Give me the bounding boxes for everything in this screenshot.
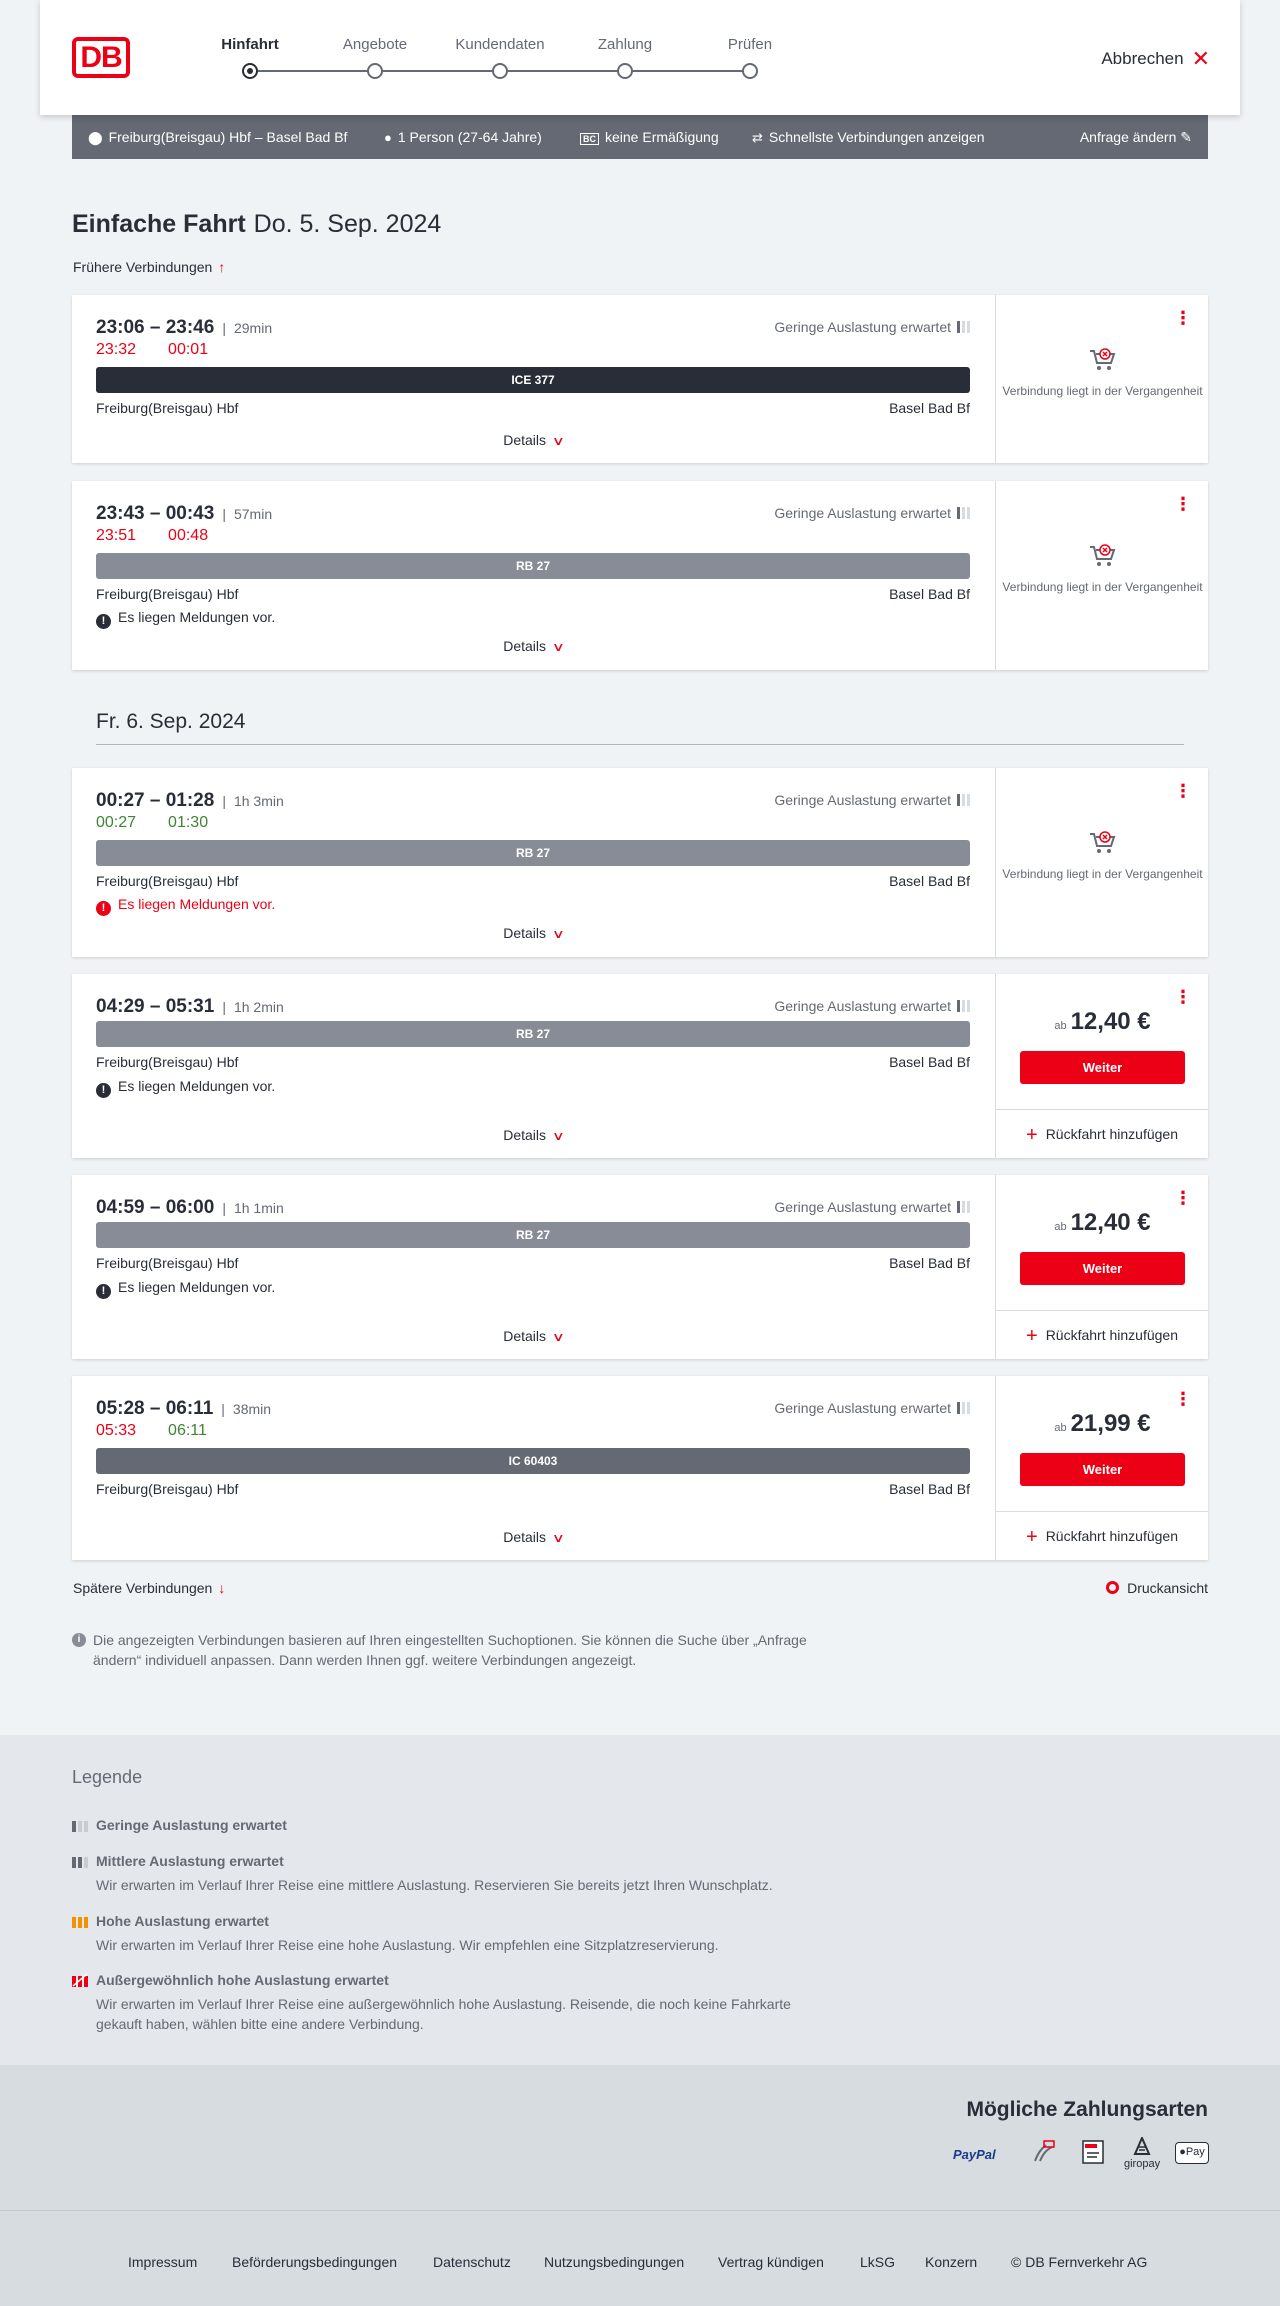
- edit-query-label: Anfrage ändern: [1079, 129, 1177, 145]
- times-text: 23:06 – 23:46: [96, 317, 215, 338]
- legend-section: [0, 1735, 1280, 2065]
- realtime-arrival: 00:01: [168, 341, 209, 358]
- price-prefix: ab: [1054, 1020, 1067, 1032]
- legend-item-title: Außergewöhnlich hohe Auslastung erwartet: [96, 1972, 389, 1988]
- details-label: Details: [503, 1127, 546, 1143]
- cart-unavailable-icon: [1088, 543, 1118, 569]
- step-label-zahlung: Zahlung: [597, 36, 653, 53]
- details-label: Details: [503, 1529, 546, 1545]
- price: [996, 1209, 1209, 1237]
- price-prefix: ab: [1054, 1221, 1067, 1233]
- continue-button[interactable]: Weiter: [1020, 1051, 1185, 1084]
- day-separator: Fr. 6. Sep. 2024: [96, 710, 1184, 745]
- departure-station: Freiburg(Breisgau) Hbf: [96, 586, 239, 602]
- edit-query-button[interactable]: [1080, 129, 1192, 146]
- occupancy-info: [774, 1400, 970, 1416]
- plus-icon: +: [1026, 1124, 1038, 1146]
- details-toggle[interactable]: [96, 1328, 970, 1344]
- more-options-icon[interactable]: ⋮: [1174, 1389, 1192, 1409]
- close-icon: ✕: [1191, 46, 1210, 71]
- footer-link-nutzungsbedingungen[interactable]: Nutzungsbedingungen: [544, 2254, 685, 2270]
- footer-link-konzern[interactable]: Konzern: [925, 2254, 978, 2270]
- past-label: Verbindung liegt in der Vergangenheit: [1002, 580, 1203, 594]
- giropay-icon: [1131, 2137, 1153, 2155]
- chevron-down-icon: ∨: [551, 1129, 565, 1143]
- occupancy-low-icon: [957, 1201, 970, 1213]
- apple-pay-label: Pay: [1185, 2146, 1205, 2158]
- chevron-down-icon: ∨: [551, 640, 565, 654]
- arrow-up-icon: ↑: [218, 259, 226, 275]
- legend-item: [72, 1853, 832, 1895]
- query-fastest-text: Schnellste Verbindungen anzeigen: [768, 129, 985, 145]
- print-label: Druckansicht: [1127, 1580, 1208, 1596]
- occupancy-label: Geringe Auslastung erwartet: [774, 319, 951, 335]
- legend-item: [72, 1817, 832, 1833]
- add-return-trip-button[interactable]: [996, 1310, 1208, 1359]
- alert-icon: !: [96, 1284, 111, 1299]
- occupancy-label: Geringe Auslastung erwartet: [774, 998, 951, 1014]
- query-summary-bar[interactable]: [72, 115, 1208, 159]
- occupancy-info: [774, 998, 970, 1014]
- alert-icon: !: [96, 614, 111, 629]
- price: [996, 1008, 1209, 1036]
- earlier-connections-link[interactable]: [73, 259, 225, 275]
- realtime-times: [96, 341, 240, 359]
- apple-logo-icon: ●: [1179, 2146, 1186, 2158]
- footer-link-lksg[interactable]: LkSG: [860, 2254, 896, 2270]
- step-label-hinfahrt: Hinfahrt: [221, 36, 279, 53]
- times-text: 23:43 – 00:43: [96, 503, 215, 524]
- train-bar[interactable]: RB 27: [96, 1222, 970, 1248]
- info-icon: i: [72, 1633, 86, 1647]
- departure-station: Freiburg(Breisgau) Hbf: [96, 1054, 239, 1070]
- realtime-times: [96, 1422, 239, 1440]
- bahncard-icon: BC: [580, 133, 599, 145]
- page-title: [72, 210, 441, 239]
- more-options-icon[interactable]: ⋮: [1174, 494, 1192, 514]
- paypal-icon: PayPal: [953, 2147, 996, 2162]
- past-connection-info: [996, 543, 1209, 595]
- cart-unavailable-icon: [1088, 347, 1118, 373]
- train-bar[interactable]: ICE 377: [96, 367, 970, 393]
- trip-date: Do. 5. Sep. 2024: [253, 210, 442, 238]
- step-label-angebote: Angebote: [342, 36, 408, 53]
- disruption-message[interactable]: [96, 1078, 275, 1098]
- query-discount-text: keine Ermäßigung: [605, 129, 719, 145]
- plus-icon: +: [1026, 1526, 1038, 1548]
- duration: | 29min: [222, 320, 272, 336]
- query-route: [88, 129, 347, 146]
- message-text: Es liegen Meldungen vor.: [118, 609, 276, 625]
- legend-item-description: Wir erwarten im Verlauf Ihrer Reise eine hohe Auslastung. Wir empfehlen eine Sitzplatzreservierung.: [96, 1937, 719, 1953]
- arrival-station: Basel Bad Bf: [889, 1255, 970, 1271]
- realtime-departure: 05:33: [96, 1422, 137, 1439]
- train-bar[interactable]: RB 27: [96, 553, 970, 579]
- occupancy-info: [774, 1199, 970, 1215]
- legend-item: [72, 1972, 832, 2034]
- realtime-departure: 23:51: [96, 527, 137, 544]
- return-label: Rückfahrt hinzufügen: [1045, 1126, 1178, 1142]
- continue-button[interactable]: Weiter: [1020, 1453, 1185, 1486]
- query-passengers: [384, 129, 542, 145]
- add-return-trip-button[interactable]: [996, 1511, 1208, 1560]
- details-label: Details: [503, 925, 546, 941]
- apple-pay-icon: [1175, 2142, 1209, 2164]
- arrival-station: Basel Bad Bf: [889, 586, 970, 602]
- legend-item-description: Wir erwarten im Verlauf Ihrer Reise eine außergewöhnlich hohe Auslastung. Reisende, die noch keine Fahrkarte gekauft haben, wählen bitte eine andere Verbindung.: [96, 1996, 791, 2032]
- cart-unavailable-icon: [1088, 830, 1118, 856]
- step-dot-kundendaten: [492, 63, 508, 79]
- duration: | 1h 3min: [222, 793, 283, 809]
- price: [996, 1410, 1209, 1438]
- disruption-message[interactable]: [96, 1279, 275, 1299]
- connection-times: [96, 317, 272, 339]
- return-label: Rückfahrt hinzufügen: [1045, 1528, 1178, 1544]
- occupancy-info: [774, 319, 970, 335]
- train-bar[interactable]: RB 27: [96, 840, 970, 866]
- connection-card: [72, 974, 1208, 1158]
- arrow-down-icon: ↓: [218, 1580, 226, 1596]
- later-label: Spätere Verbindungen: [73, 1580, 213, 1596]
- swap-icon: ⇄: [752, 130, 763, 145]
- pencil-icon: ✎: [1180, 129, 1192, 145]
- arrival-station: Basel Bad Bf: [889, 400, 970, 416]
- connection-card: [72, 1175, 1208, 1359]
- giropay-item: [1124, 2137, 1160, 2170]
- giropay-label: giropay: [1124, 2158, 1161, 2170]
- departure-station: Freiburg(Breisgau) Hbf: [96, 873, 239, 889]
- past-connection-info: [996, 830, 1209, 882]
- departure-station: Freiburg(Breisgau) Hbf: [96, 1481, 239, 1497]
- step-dot-pruefen: [742, 63, 758, 79]
- payment-title: Mögliche Zahlungsarten: [966, 2098, 1208, 2121]
- person-icon: ●: [384, 130, 392, 145]
- realtime-times: [96, 814, 240, 832]
- realtime-times: [96, 527, 240, 545]
- footer-link-befoerderungsbedingungen[interactable]: Beförderungsbedingungen: [232, 2254, 398, 2270]
- chevron-down-icon: ∨: [551, 434, 565, 448]
- search-info-note: [72, 1630, 852, 1670]
- footer-link-vertrag-kuendigen[interactable]: Vertrag kündigen: [718, 2254, 824, 2270]
- message-text: Es liegen Meldungen vor.: [118, 1078, 276, 1094]
- departure-station: Freiburg(Breisgau) Hbf: [96, 400, 239, 416]
- alert-icon: !: [96, 1083, 111, 1098]
- occupancy-label: Geringe Auslastung erwartet: [774, 792, 951, 808]
- location-pin-icon: ⬤: [88, 130, 103, 145]
- times-text: 00:27 – 01:28: [96, 790, 215, 811]
- legend-title: Legende: [72, 1767, 143, 1787]
- sepa-invoice-icon: [1081, 2139, 1107, 2165]
- occupancy-low-icon: [957, 1402, 970, 1414]
- details-label: Details: [503, 1328, 546, 1344]
- occupancy-very-high-icon: [72, 1973, 88, 1987]
- footer-copyright: © DB Fernverkehr AG: [1011, 2254, 1148, 2270]
- step-label-kundendaten: Kundendaten: [455, 36, 545, 53]
- price-value: 12,40 €: [1070, 1209, 1151, 1236]
- db-logo[interactable]: DB: [72, 37, 130, 78]
- past-label: Verbindung liegt in der Vergangenheit: [1002, 384, 1203, 398]
- disruption-message[interactable]: [96, 896, 275, 916]
- step-label-pruefen: Prüfen: [727, 36, 773, 53]
- realtime-departure: 23:32: [96, 341, 137, 358]
- details-label: Details: [503, 432, 546, 448]
- duration: | 38min: [221, 1401, 271, 1417]
- query-discount: [580, 129, 719, 145]
- more-options-icon[interactable]: ⋮: [1174, 308, 1192, 328]
- occupancy-low-icon: [957, 1000, 970, 1012]
- connection-times: [96, 1398, 271, 1420]
- train-bar[interactable]: IC 60403: [96, 1448, 970, 1474]
- realtime-departure: 00:27: [96, 814, 137, 831]
- arrival-station: Basel Bad Bf: [889, 1481, 970, 1497]
- details-toggle[interactable]: [96, 638, 970, 654]
- legend-item: [72, 1913, 832, 1955]
- connection-times: [96, 996, 284, 1018]
- footer: [0, 2210, 1280, 2306]
- step-dot-zahlung: [617, 63, 633, 79]
- occupancy-low-icon: [72, 1818, 88, 1832]
- details-toggle[interactable]: [96, 432, 970, 448]
- realtime-arrival: 01:30: [168, 814, 209, 831]
- later-connections-link[interactable]: [73, 1580, 225, 1596]
- legend-item-title: Mittlere Auslastung erwartet: [96, 1853, 284, 1869]
- details-toggle[interactable]: [96, 1529, 970, 1545]
- occupancy-low-icon: [957, 321, 970, 333]
- past-label: Verbindung liegt in der Vergangenheit: [1002, 867, 1203, 881]
- departure-station: Freiburg(Breisgau) Hbf: [96, 1255, 239, 1271]
- times-text: 04:59 – 06:00: [96, 1197, 215, 1218]
- connection-times: [96, 503, 272, 525]
- alert-icon: !: [96, 901, 111, 916]
- legend-item-description: Wir erwarten im Verlauf Ihrer Reise eine mittlere Auslastung. Reservieren Sie bereits jetzt Ihren Wunschplatz.: [96, 1877, 773, 1893]
- print-icon: [1106, 1581, 1119, 1594]
- more-options-icon[interactable]: ⋮: [1174, 1188, 1192, 1208]
- hand-payment-icon: [1032, 2139, 1056, 2165]
- step-dot-angebote: [367, 63, 383, 79]
- occupancy-high-icon: [72, 1914, 88, 1928]
- trip-type: Einfache Fahrt: [72, 210, 246, 238]
- query-passengers-text: 1 Person (27-64 Jahre): [397, 129, 542, 145]
- disruption-message[interactable]: [96, 609, 275, 629]
- details-toggle[interactable]: [96, 925, 970, 941]
- more-options-icon[interactable]: ⋮: [1174, 781, 1192, 801]
- times-text: 05:28 – 06:11: [96, 1398, 214, 1419]
- message-text: Es liegen Meldungen vor.: [118, 896, 276, 912]
- footer-link-datenschutz[interactable]: Datenschutz: [433, 2254, 511, 2270]
- connection-card: [72, 481, 1208, 670]
- header: [40, 0, 1240, 115]
- arrival-station: Basel Bad Bf: [889, 1054, 970, 1070]
- realtime-arrival: 00:48: [168, 527, 209, 544]
- realtime-arrival: 06:11: [168, 1422, 207, 1439]
- occupancy-label: Geringe Auslastung erwartet: [774, 1199, 951, 1215]
- details-toggle[interactable]: [96, 1127, 970, 1143]
- duration: | 57min: [222, 506, 272, 522]
- connection-card: [72, 1376, 1208, 1560]
- occupancy-label: Geringe Auslastung erwartet: [774, 1400, 951, 1416]
- legend-item-title: Hohe Auslastung erwartet: [96, 1913, 269, 1929]
- more-options-icon[interactable]: ⋮: [1174, 987, 1192, 1007]
- occupancy-low-icon: [957, 507, 970, 519]
- times-text: 04:29 – 05:31: [96, 996, 215, 1017]
- payment-methods-section: [0, 2065, 1280, 2210]
- plus-icon: +: [1026, 1325, 1038, 1347]
- step-dot-hinfahrt: [242, 63, 258, 79]
- connection-card: [72, 295, 1208, 463]
- cancel-label: Abbrechen: [1101, 49, 1184, 68]
- connection-times: [96, 1197, 284, 1219]
- add-return-trip-button[interactable]: [996, 1109, 1208, 1158]
- arrival-station: Basel Bad Bf: [889, 873, 970, 889]
- past-connection-info: [996, 347, 1209, 399]
- chevron-down-icon: ∨: [551, 1531, 565, 1545]
- query-fastest: [752, 129, 985, 146]
- return-label: Rückfahrt hinzufügen: [1045, 1327, 1178, 1343]
- price-value: 12,40 €: [1070, 1008, 1151, 1035]
- chevron-down-icon: ∨: [551, 1330, 565, 1344]
- price-value: 21,99 €: [1070, 1410, 1151, 1437]
- booking-stepper: [178, 36, 773, 86]
- connection-card: [72, 768, 1208, 957]
- occupancy-low-icon: [957, 794, 970, 806]
- occupancy-info: [774, 792, 970, 808]
- continue-button[interactable]: Weiter: [1020, 1252, 1185, 1285]
- print-view-link[interactable]: [1106, 1580, 1208, 1596]
- train-bar[interactable]: RB 27: [96, 1021, 970, 1047]
- duration: | 1h 2min: [222, 999, 283, 1015]
- legend-item-title: Geringe Auslastung erwartet: [96, 1817, 287, 1833]
- details-label: Details: [503, 638, 546, 654]
- footer-link-impressum[interactable]: Impressum: [128, 2254, 198, 2270]
- message-text: Es liegen Meldungen vor.: [118, 1279, 276, 1295]
- occupancy-info: [774, 505, 970, 521]
- earlier-label: Frühere Verbindungen: [73, 259, 213, 275]
- occupancy-medium-icon: [72, 1854, 88, 1868]
- connection-times: [96, 790, 284, 812]
- chevron-down-icon: ∨: [551, 927, 565, 941]
- info-note-text: Die angezeigten Verbindungen basieren auf Ihren eingestellten Suchoptionen. Sie können die Suche über „Anfrage ändern“ individuell anpassen. Dann werden Ihnen ggf. weitere Verbindungen angezeigt.: [93, 1632, 807, 1668]
- occupancy-label: Geringe Auslastung erwartet: [774, 505, 951, 521]
- price-prefix: ab: [1054, 1422, 1067, 1434]
- cancel-button[interactable]: [1101, 46, 1210, 72]
- query-route-text: Freiburg(Breisgau) Hbf – Basel Bad Bf: [108, 129, 348, 145]
- duration: | 1h 1min: [222, 1200, 283, 1216]
